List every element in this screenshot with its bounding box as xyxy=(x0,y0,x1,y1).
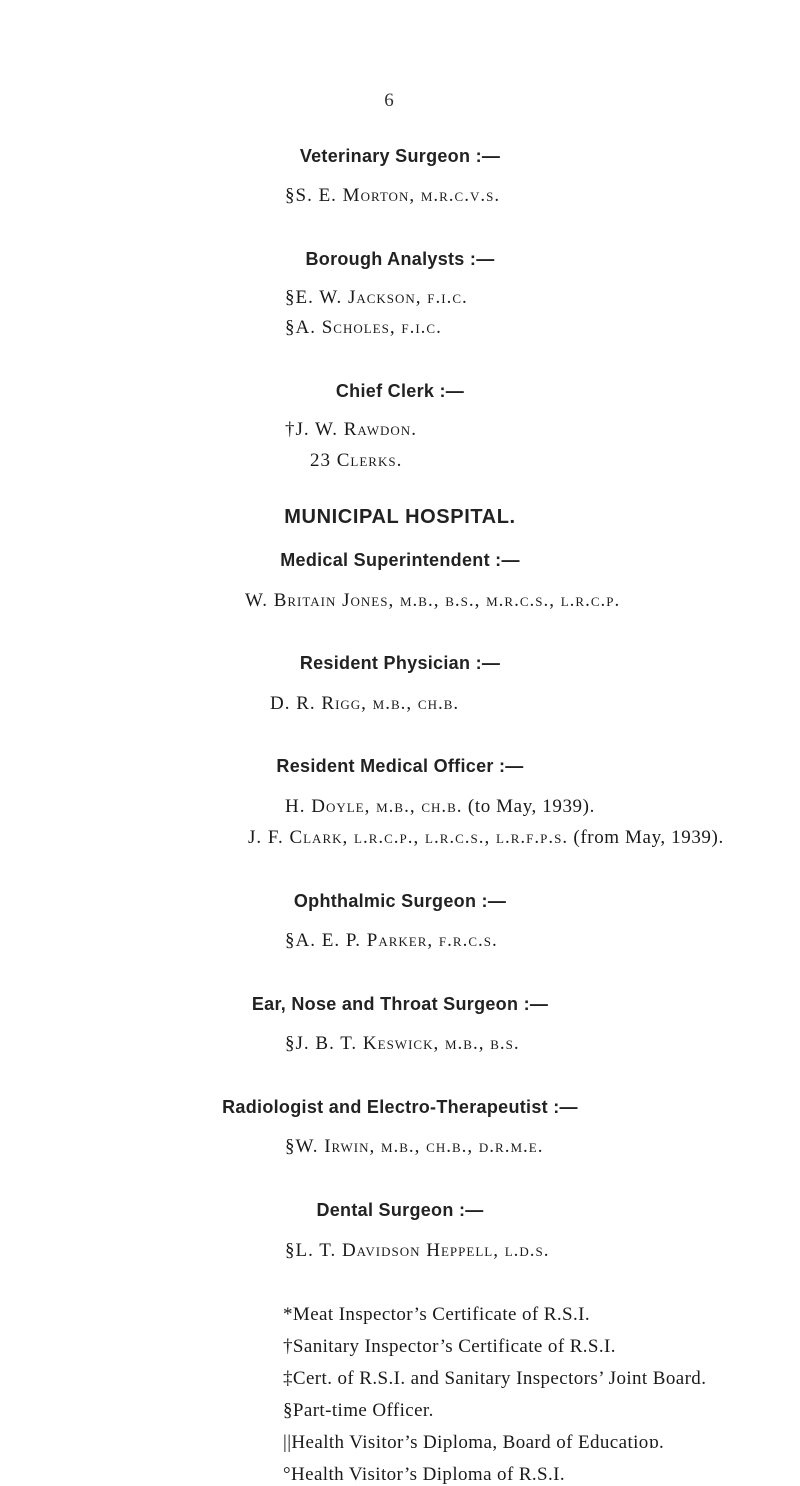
footnote-joint-board: ‡Cert. of R.S.I. and Sanitary Inspectors’ Joint Board. xyxy=(283,1368,707,1389)
resident-physician-entry: D. R. Rigg, m.b., ch.b. xyxy=(270,693,460,714)
dental-heading: Dental Surgeon :— xyxy=(316,1200,484,1220)
analyst-entry-1: §E. W. Jackson, f.i.c. xyxy=(285,287,468,308)
footnote-part-time: §Part-time Officer. xyxy=(283,1400,434,1421)
hospital-title: MUNICIPAL HOSPITAL. xyxy=(284,506,516,528)
officer-name: J. F. Clark, l.r.c.p., l.r.c.s., l.r.f.p.s. xyxy=(248,827,569,848)
officer-dates: (from May, 1939). xyxy=(568,827,724,848)
footnote-meat-inspector: *Meat Inspector’s Certificate of R.S.I. xyxy=(283,1304,591,1325)
footnote-health-visitor-board: ||Health Visitor’s Diploma, Board of Educatioɒ. xyxy=(283,1432,665,1453)
resident-physician-heading: Resident Physician :— xyxy=(299,653,501,673)
radiologist-heading: Radiologist and Electro-Therapeutist :— xyxy=(222,1097,578,1117)
page-number: 6 xyxy=(384,90,394,111)
resident-medical-officer-entry-2 xyxy=(248,827,724,849)
resident-medical-officer-heading: Resident Medical Officer :— xyxy=(276,756,524,776)
medical-superintendent-entry: W. Britain Jones, m.b., b.s., m.r.c.s., l.r.c.p. xyxy=(245,590,621,611)
footnote-sanitary-inspector: †Sanitary Inspector’s Certificate of R.S.I. xyxy=(283,1336,616,1357)
ophthalmic-heading: Ophthalmic Surgeon :— xyxy=(293,891,507,911)
analyst-entry-2: §A. Scholes, f.i.c. xyxy=(285,317,442,338)
footnote-health-visitor-rsi: °Health Visitor’s Diploma of R.S.I. xyxy=(283,1464,566,1485)
veterinary-entry: §S. E. Morton, m.r.c.v.s. xyxy=(285,185,501,206)
clerks-count: 23 Clerks. xyxy=(310,450,403,471)
ent-heading: Ear, Nose and Throat Surgeon :— xyxy=(251,994,549,1014)
resident-medical-officer-entry-1 xyxy=(285,796,595,818)
veterinary-heading: Veterinary Surgeon :— xyxy=(299,146,501,166)
officer-dates: (to May, 1939). xyxy=(462,796,595,817)
analysts-heading: Borough Analysts :— xyxy=(305,249,495,269)
chief-clerk-entry: †J. W. Rawdon. xyxy=(285,419,417,440)
officer-name: H. Doyle, m.b., ch.b. xyxy=(285,796,463,817)
chief-clerk-heading: Chief Clerk :— xyxy=(335,381,465,401)
dental-entry: §L. T. Davidson Heppell, l.d.s. xyxy=(285,1240,550,1261)
ophthalmic-entry: §A. E. P. Parker, f.r.c.s. xyxy=(285,930,498,951)
ent-entry: §J. B. T. Keswick, m.b., b.s. xyxy=(285,1033,520,1054)
medical-superintendent-heading: Medical Superintendent :— xyxy=(280,550,520,570)
radiologist-entry: §W. Irwin, m.b., ch.b., d.r.m.e. xyxy=(285,1136,544,1157)
